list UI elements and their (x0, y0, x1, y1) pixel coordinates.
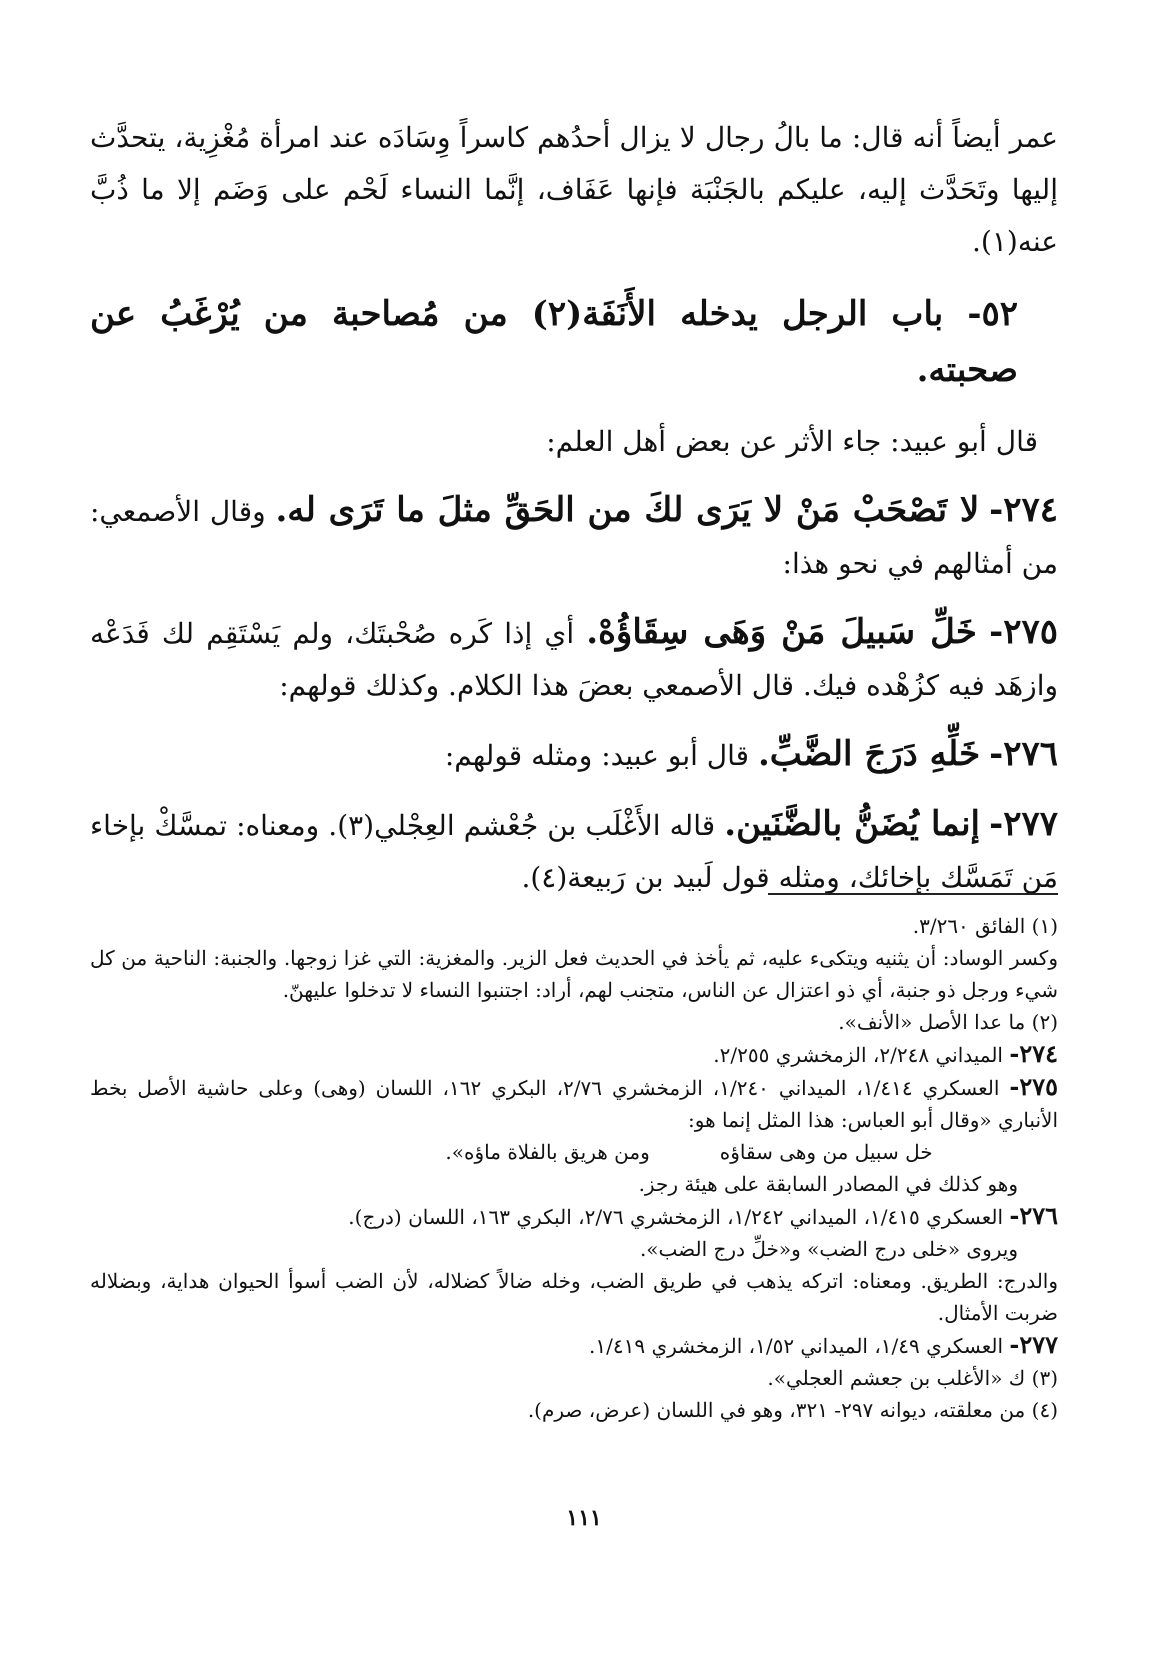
ref-text: العسكري ١/٤١٤، الميداني ١/٢٤٠، الزمخشري ٢/٧٦، البكري ١٦٢، اللسان (وهى) وعلى حاشية الأصل بخط الأنباري «وقال أبو العباس: هذا المثل إنما هو: (90, 1076, 1058, 1132)
footnote-4: (٤) من معلقته، ديوانه ٢٩٧- ٣٢١، وهو في اللسان (عرض، صرم). (527, 1398, 1058, 1422)
ref-text: الميداني ٢/٢٤٨، الزمخشري ٢/٢٥٥. (713, 1043, 1003, 1067)
entry-277 (90, 798, 1058, 904)
entry-276 (90, 728, 1058, 782)
page-number: ١١١ (566, 1505, 602, 1531)
entry-number: ٢٧٦- (989, 734, 1058, 774)
main-text (90, 112, 1058, 904)
entry-number: ٢٧٧- (989, 804, 1059, 844)
entry-text: أي إذا كَره صُحْبتَك، ولم يَسْتَقِم لك فَدَعْه وازهَد فيه كزُهْده فيك. قال الأصمعي بعضَ هذا الكلام. وكذلك قولهم: (90, 617, 1058, 702)
entry-274 (90, 484, 1058, 590)
proverb: خَلِّهِ دَرَجَ الضَّبِّ. (757, 734, 981, 774)
verse-line (320, 1136, 1058, 1168)
ref-275-remark: وهو كذلك في المصادر السابقة على هيئة رجز. (638, 1172, 1018, 1196)
proverb: لا تَصْحَبْ مَنْ لا يَرَى لكَ من الحَقِّ مثلَ ما تَرَى له. (275, 490, 980, 530)
ref-275 (90, 1071, 1058, 1136)
verse-hemistich-1: خل سبيل من وهى سقاؤه (719, 1140, 933, 1164)
footnotes (90, 910, 1058, 1426)
ref-number: ٢٧٤- (1009, 1039, 1058, 1068)
entry-275 (90, 606, 1058, 712)
footnote-1-gloss: وكسر الوساد: أن يثنيه ويتكىء عليه، ثم يأخذ في الحديث فعل الزير. والمغزية: التي غزا زوجها. والجنبة: الناحية من كل شيء ورجل ذو جنبة، أي ذو اعتزال عن الناس، متجنب لهم، أراد: اجتنبوا النساء لا تدخلوا عليهنّ. (90, 946, 1058, 1002)
ref-number: ٢٧٧- (1009, 1330, 1058, 1359)
ref-number: ٢٧٦- (1009, 1201, 1058, 1230)
footnote-2: (٢) ما عدا الأصل «الأنف». (838, 1010, 1058, 1034)
ref-276 (90, 1200, 1058, 1233)
ref-276-gloss: والدرج: الطريق. ومعناه: اتركه يذهب في طريق الضب، وخله ضالاً كضلاله، لأن الضب أسوأ الحيوان هداية، وبضلاله ضربت الأمثال. (90, 1269, 1058, 1325)
ref-274 (90, 1038, 1058, 1071)
ref-276-variant: ويروى «خلى درج الضب» و«خلِّ درج الضب». (639, 1237, 1018, 1261)
intro-line: قال أبو عبيد: جاء الأثر عن بعض أهل العلم: (546, 425, 1038, 458)
ref-number: ٢٧٥- (1009, 1072, 1059, 1101)
entry-text: قاله الأَغْلَب بن جُعْشم العِجْلي(٣). ومعناه: تمسَّكْ بإخاء مَن تَمَسَّك بإخائك، ومثله قول لَبيد بن رَبيعة(٤). (90, 809, 1058, 894)
entry-text: قال أبو عبيد: ومثله قولهم: (444, 739, 750, 772)
entry-text: وقال الأصمعي: من أمثالهم في نحو هذا: (90, 495, 1058, 580)
paragraph-1: عمر أيضاً أنه قال: ما بالُ رجال لا يزال أحدُهم كاسراً وِسَادَه عند امرأة مُغْزِية، يتحدَّث إليها وتَحَدَّث إليه، عليكم بالجَنْبَة فإنها عَفَاف، إنَّما النساء لَحْم على وَضَم إلا ما ذُبَّ عنه(١). (90, 121, 1058, 258)
entry-number: ٢٧٤- (989, 490, 1058, 530)
proverb: خَلِّ سَبيلَ مَنْ وَهَى سِقَاؤُهْ. (586, 612, 977, 652)
chapter-heading: ٥٢- باب الرجل يدخله الأَنَفَة(٢) من مُصاحبة من يُرْغَبُ عن صحبته. (90, 294, 1019, 390)
footnote-1: (١) الفائق ٣/٢٦٠. (912, 914, 1058, 938)
entry-number: ٢٧٥- (989, 612, 1058, 652)
footnote-3: (٣) ك «الأغلب بن جعشم العجلي». (767, 1366, 1058, 1390)
footnote-separator (768, 893, 1058, 895)
ref-text: العسكري ١/٤٩، الميداني ١/٥٢، الزمخشري ١/٤١٩. (589, 1334, 1003, 1358)
ref-text: العسكري ١/٤١٥، الميداني ١/٢٤٢، الزمخشري ٢/٧٦، البكري ١٦٣، اللسان (درج). (348, 1205, 1003, 1229)
ref-277 (90, 1329, 1058, 1362)
verse-hemistich-2: ومن هريق بالفلاة ماؤه». (445, 1140, 650, 1164)
proverb: إنما يُضَنُّ بالضَّنَين. (724, 804, 980, 844)
